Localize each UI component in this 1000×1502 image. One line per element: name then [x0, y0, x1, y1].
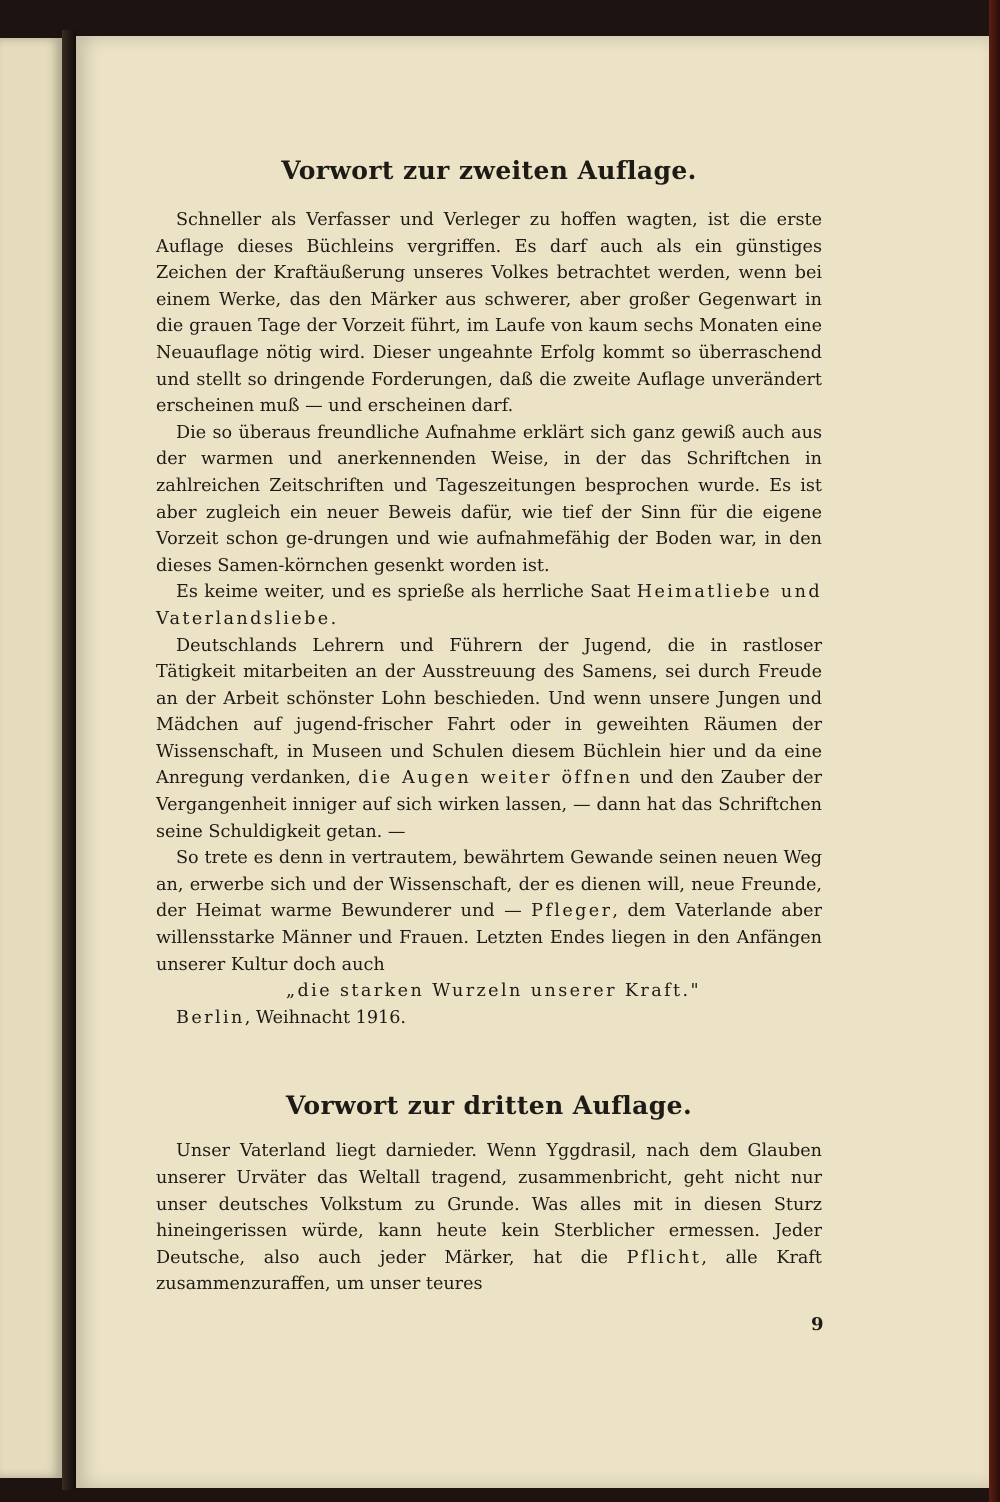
paragraph-4-text-a: Deutschlands Lehrern und Führern der Jugend, die in rastloser Tätigkeit mitarbeiten an der Ausstreuung des Samens, sei durch Freude an der Arbeit schönster Lohn beschieden. Und wenn unsere Jungen und Mädchen auf jugend-frischer Fahrt oder in geweihten Räumen der Wissenschaft, in Museen und Schulen diesem Büchlein hier und da eine Anregung verdanken,: [156, 635, 822, 789]
paragraph-third-1-text-a: Unser Vaterland liegt darnieder. Wenn Yggdrasil, nach dem Glauben unserer Urväter das Weltall tragend, zusammenbricht, geht nicht nur unser deutsches Volkstum zu Grunde. Was alles mit in diesen Sturz hineingerissen würde, kann heute kein Sterblicher ermessen. Jeder Deutsche, also auch jeder Märker, hat die: [156, 1141, 822, 1268]
book-page: [76, 36, 989, 1488]
place-date-line: [156, 1005, 822, 1032]
section-title-second-edition: Vorwort zur zweiten Auflage.: [281, 156, 697, 185]
paragraph-3-text-b: .: [330, 608, 337, 629]
paragraph-5-emphasis: Pfleger: [531, 901, 613, 922]
paragraph-3-text-a: Es keime weiter, und es sprieße als herrliche Saat: [176, 582, 637, 603]
paragraph-4-emphasis: die Augen weiter öffnen: [358, 768, 633, 789]
date-text: , Weihnacht 1916.: [244, 1007, 406, 1028]
page-number: 9: [811, 1314, 824, 1335]
paragraph-third-1-emphasis: Pflicht: [626, 1247, 702, 1268]
paragraph-3: [156, 579, 822, 632]
book-gutter: [62, 30, 76, 1490]
paragraph-2: Die so überaus freundliche Aufnahme erklärt sich ganz gewiß auch aus der warmen und anerkennenden Weise, in der das Schriftchen in zahlreichen Zeitschriften und Tageszeitungen besprochen wurde. Es ist aber zugleich ein neuer Beweis dafür, wie tief der Sinn für die eigene Vorzeit schon ge-drungen und wie aufnahmefähig der Boden war, in den dieses Samen-körnchen gesenkt worden ist.: [156, 422, 822, 576]
previous-page-edge: [0, 38, 62, 1478]
paragraph-1: Schneller als Verfasser und Verleger zu hoffen wagten, ist die erste Auflage dieses Büchleins vergriffen. Es darf auch als ein günstiges Zeichen der Kraftäußerung unseres Volkes betrachtet werden, wenn bei einem Werke, das den Märker aus schwerer, aber großer Gegenwart in die grauen Tage der Vorzeit führt, im Laufe von kaum sechs Monaten eine Neuauflage nötig wird. Dieser ungeahnte Erfolg kommt so überraschend und stellt so dringende Forderungen, daß die zweite Auflage unverändert erscheinen muß — und erscheinen darf.: [156, 210, 822, 417]
paragraph-5: [156, 845, 822, 978]
paragraph-4-text-b: und den Zauber der Vergangenheit inniger auf sich wirken lassen, — dann hat das Schriftchen seine Schuldigkeit getan. —: [156, 768, 822, 842]
paragraph-5-text-a: So trete es denn in vertrautem, bewährtem Gewande seinen neuen Weg an, erwerbe sich und der Wissenschaft, der es dienen will, neue Freunde, der Heimat warme Bewunderer und —: [156, 848, 822, 922]
paragraph-third-1: [156, 1138, 822, 1298]
paragraph-5-text-b: , dem Vaterlande aber willensstarke Männer und Frauen. Letzten Endes liegen in den Anfängen unserer Kultur doch auch: [156, 901, 822, 975]
quote-line: „die starken Wurzeln unserer Kraft.": [286, 981, 701, 1002]
paragraph-third-1-text-b: , alle Kraft zusammenzuraffen, um unser teures: [156, 1247, 822, 1295]
page-content: [156, 156, 822, 1298]
place-name: Berlin: [176, 1007, 245, 1028]
book-cover-edge: [989, 0, 1000, 1502]
section-title-third-edition: Vorwort zur dritten Auflage.: [285, 1091, 693, 1121]
paragraph-3-emphasis: Heimatliebe und Vaterlandsliebe: [156, 582, 822, 629]
paragraph-4: [156, 633, 822, 846]
